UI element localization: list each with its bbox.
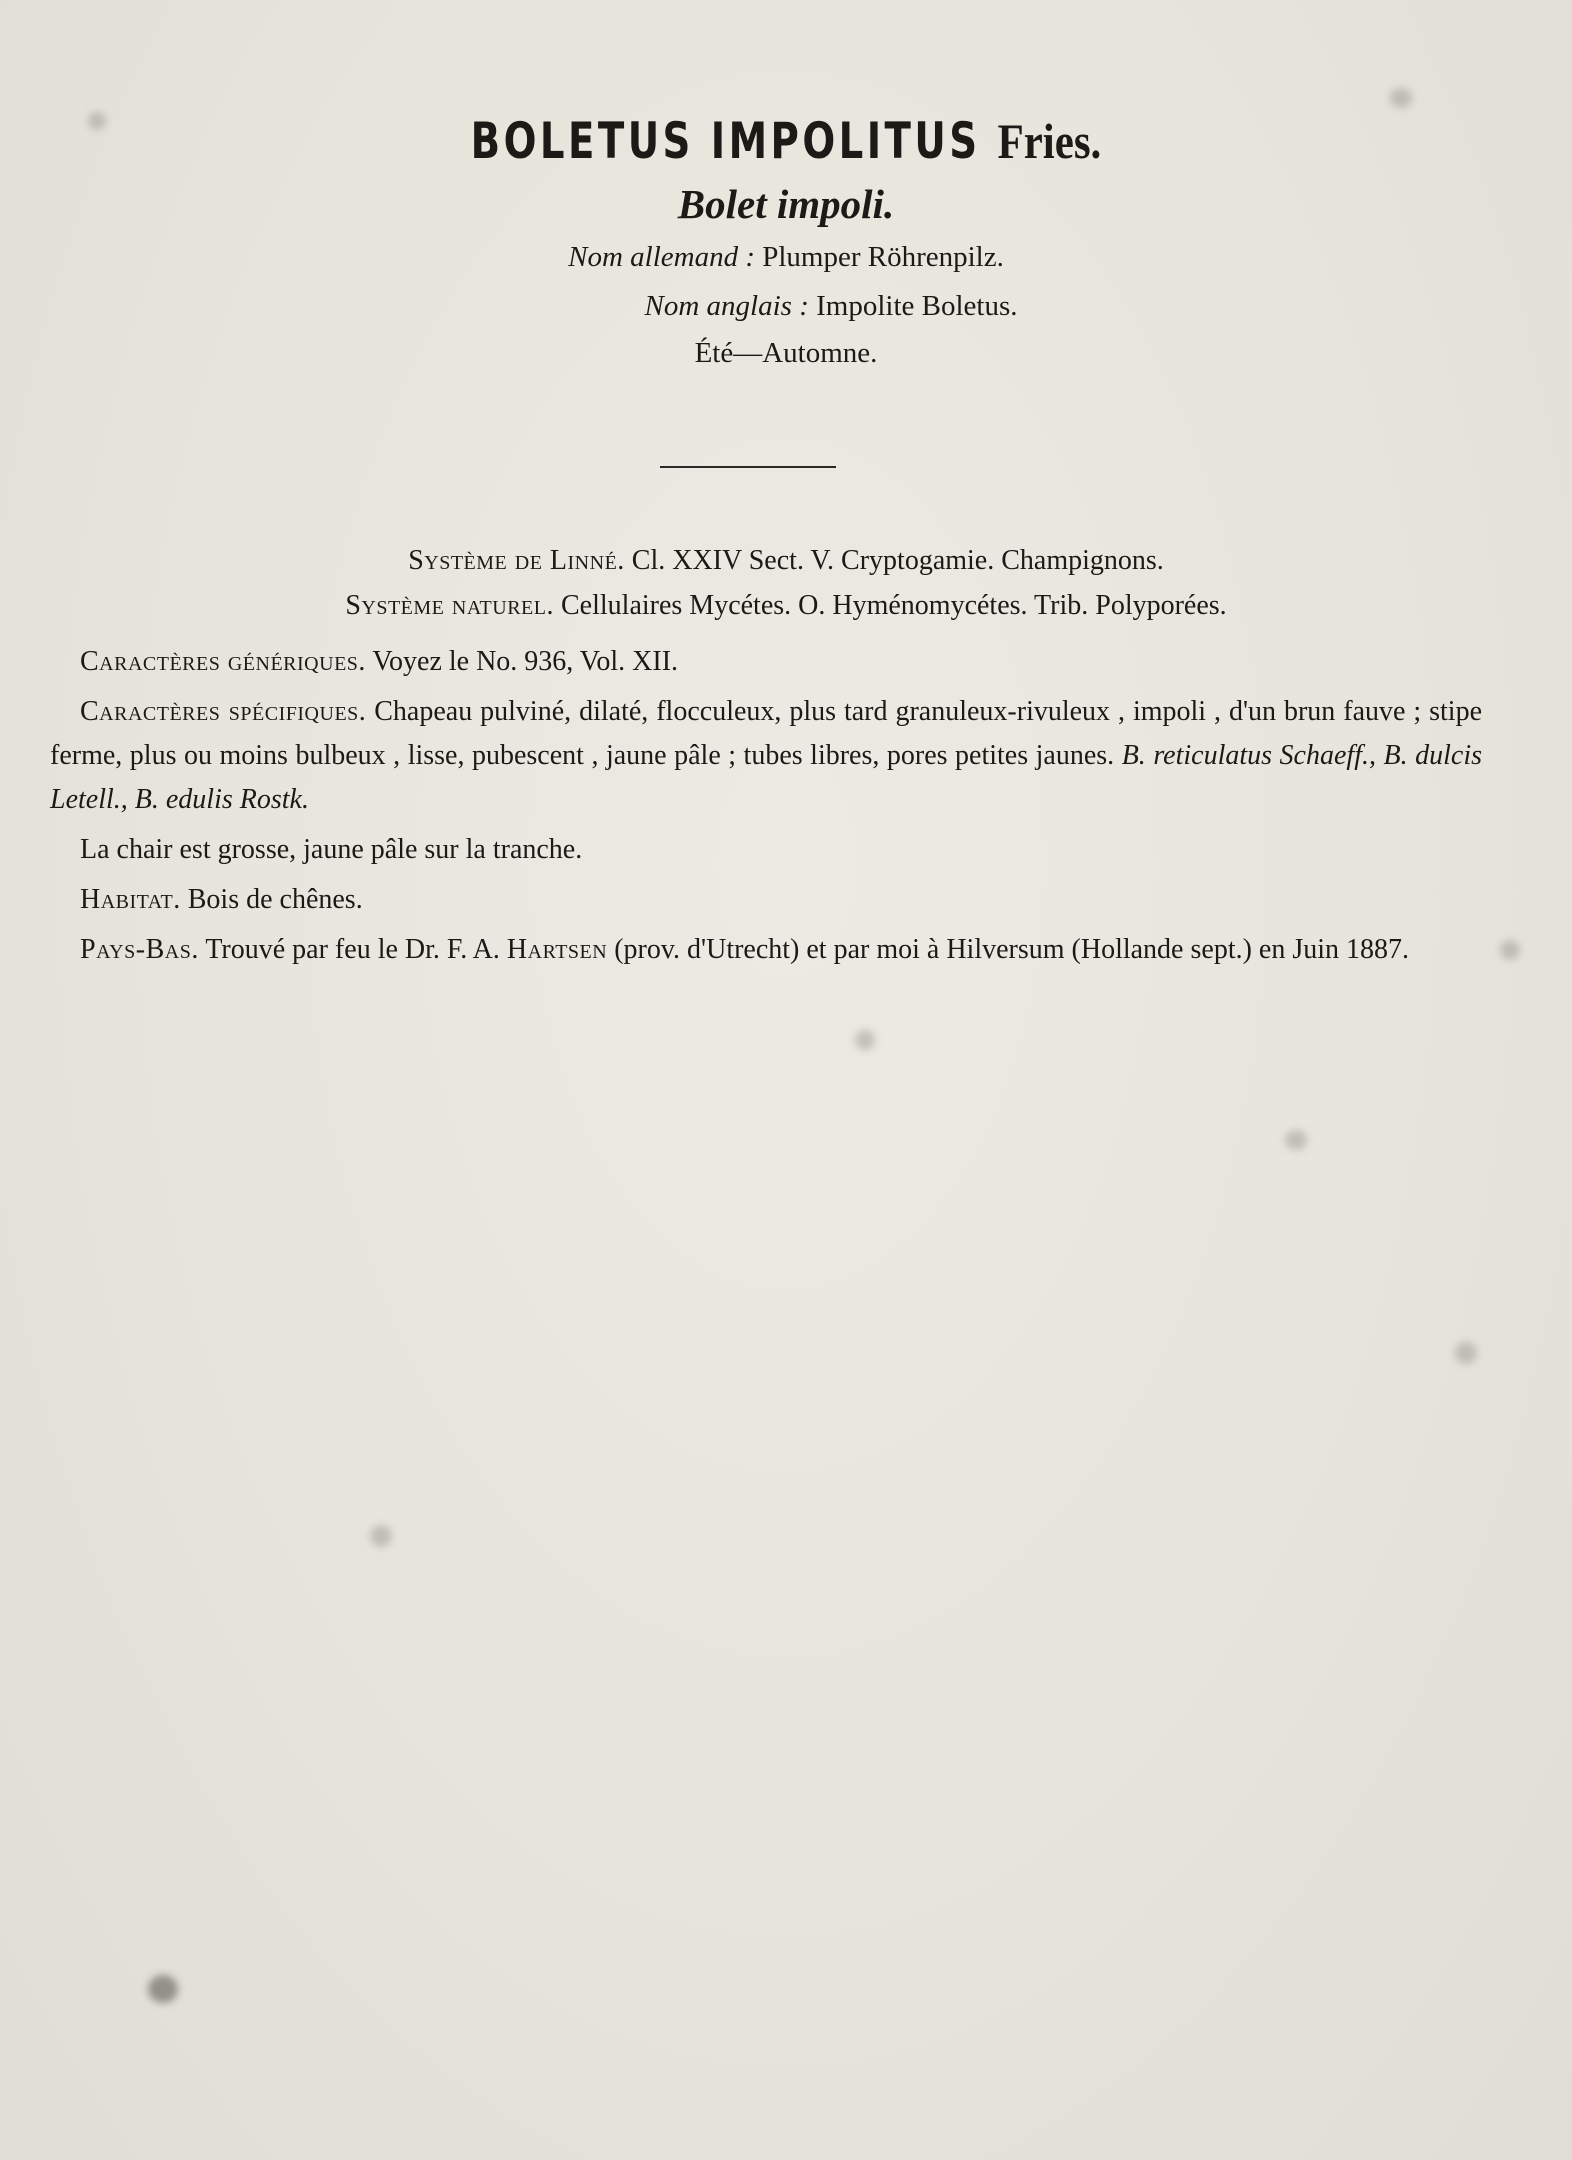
- foxing-spot: [1455, 1342, 1477, 1364]
- habitat-label: Habitat.: [80, 884, 181, 915]
- season: Été—Automne.: [694, 337, 878, 369]
- foxing-spot: [88, 112, 106, 130]
- linne-system-line: [0, 545, 1572, 577]
- foxing-spot: [1285, 1130, 1307, 1150]
- habitat-paragraph: [50, 878, 1482, 922]
- description-body: [50, 640, 1482, 978]
- synonym: B. edulis Rostk.: [134, 784, 309, 815]
- natural-system-label: Système naturel.: [345, 590, 554, 621]
- collector-name: Hartsen: [506, 934, 608, 965]
- english-name-value: Impolite Boletus.: [816, 290, 1018, 322]
- specific-characters-paragraph: [50, 690, 1482, 822]
- species-title: [110, 112, 1462, 170]
- natural-system-text: Cellulaires Mycétes. O. Hyménomycétes. Trib. Polyporées.: [561, 590, 1227, 621]
- german-name-value: Plumper Röhrenpilz.: [762, 241, 1004, 273]
- german-name-line: [0, 241, 1572, 274]
- netherlands-text-start: Trouvé par feu le Dr. F. A.: [205, 934, 500, 965]
- foxing-spot: [148, 1975, 178, 2003]
- species-author: Fries.: [997, 113, 1102, 169]
- linne-system-label: Système de Linné.: [408, 545, 625, 576]
- specific-characters-text: Chapeau pulviné, dilaté, flocculeux, plus tard granuleux-rivuleux , impoli , d'un brun fauve ; stipe ferme, plus ou moins bulbeux , lisse, pubescent , jaune pâle ; tubes libres, pores petites jaunes.: [50, 696, 1482, 771]
- habitat-text: Bois de chênes.: [187, 884, 363, 915]
- generic-characters-text: Voyez le No. 936, Vol. XII.: [372, 646, 679, 677]
- generic-characters-label: Caractères génériques.: [80, 646, 366, 677]
- foxing-spot: [370, 1525, 392, 1547]
- synonym: B. dulcis Letell.,: [50, 740, 1482, 815]
- natural-system-line: [0, 590, 1572, 622]
- species-latin-name: BOLETUS IMPOLITUS: [470, 112, 981, 170]
- netherlands-label: Pays-Bas.: [80, 934, 199, 965]
- divider-rule: [660, 466, 836, 468]
- foxing-spot: [1390, 88, 1412, 108]
- foxing-spot: [855, 1030, 875, 1050]
- netherlands-text-end: (prov. d'Utrecht) et par moi à Hilversum (Hollande sept.) en Juin 1887.: [614, 934, 1410, 965]
- specific-characters-label: Caractères spécifiques.: [80, 696, 367, 727]
- english-name-line: [0, 290, 1572, 323]
- netherlands-paragraph: [50, 928, 1482, 972]
- linne-system-text: Cl. XXIV Sect. V. Cryptogamie. Champignons.: [631, 545, 1164, 576]
- foxing-spot: [1500, 940, 1520, 960]
- english-name-label: Nom anglais :: [644, 290, 809, 322]
- german-name-label: Nom allemand :: [568, 241, 755, 273]
- generic-characters-paragraph: [50, 640, 1482, 684]
- flesh-paragraph: La chair est grosse, jaune pâle sur la tranche.: [80, 834, 583, 865]
- french-name: Bolet impoli.: [677, 181, 895, 227]
- synonym: B. reticulatus Schaeff.,: [1121, 740, 1376, 771]
